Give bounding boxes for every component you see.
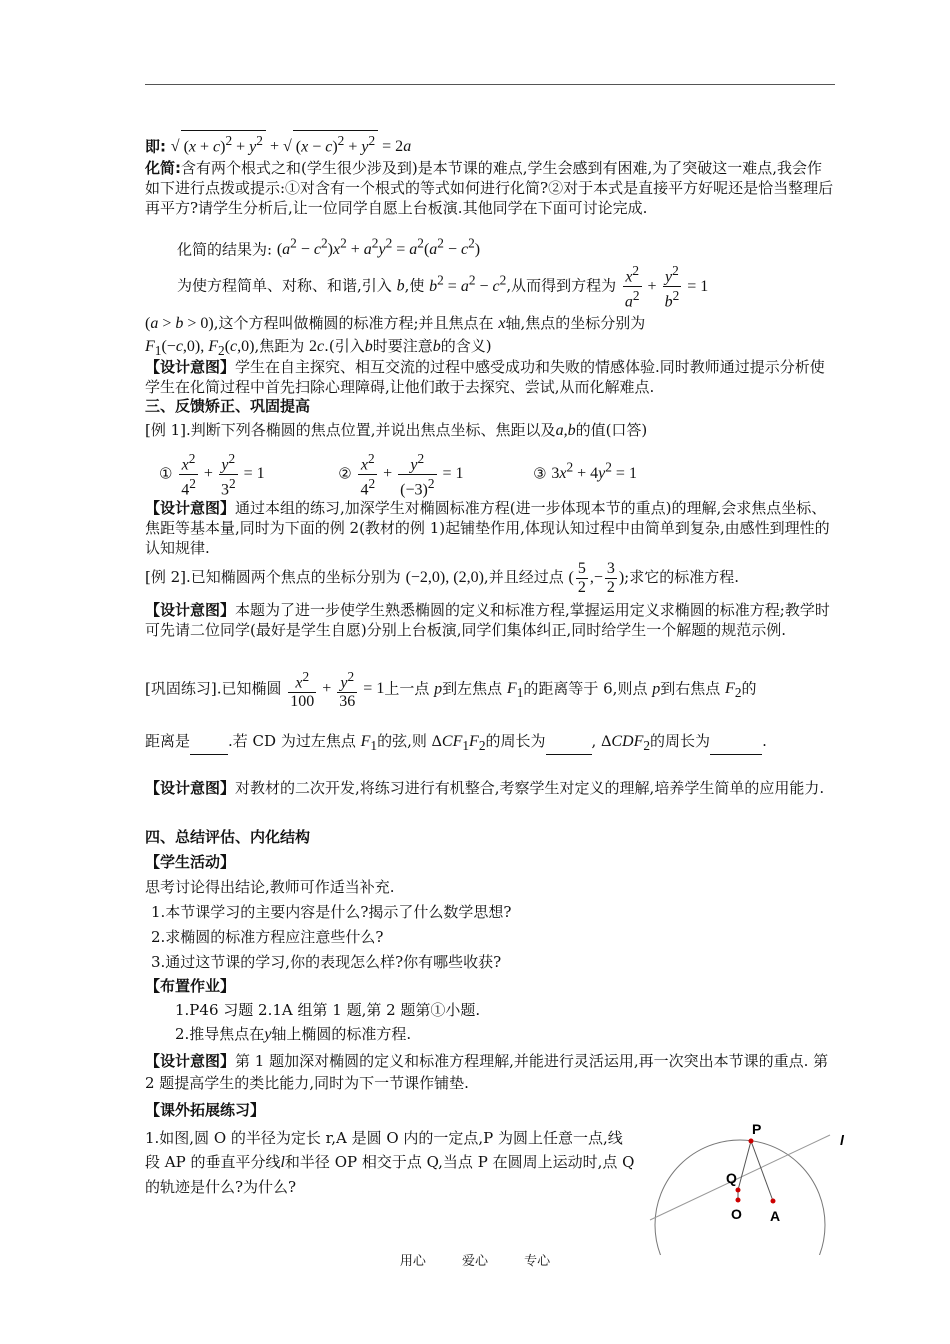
- question-1: 1.本节课学习的主要内容是什么?揭示了什么数学思想?: [151, 903, 512, 921]
- header-rule: [145, 84, 835, 85]
- var-b: b: [396, 277, 405, 295]
- label-o: O: [731, 1206, 742, 1222]
- equation-result: $(a^2 - c^2)x^2 + a^2y^2 = a^2(a^2 - c^2)$: [276, 236, 481, 259]
- text-ex3b: 上一点: [384, 679, 430, 698]
- question-2: 2.求椭圆的标准方程应注意些什么?: [151, 928, 384, 946]
- text-ex1-tail: 的值(口答): [575, 421, 648, 439]
- text-ex1: [例 1].判断下列各椭圆的焦点位置,并说出焦点坐标、焦距以及: [145, 421, 556, 439]
- paragraph-standard-equation-cont: [145, 312, 835, 362]
- text-ex3i: 的弦,则: [377, 732, 427, 750]
- footer: [0, 1250, 950, 1269]
- text-p4d: ,这个方程叫做椭圆的标准方程;并且焦点在: [213, 314, 494, 332]
- text-p4b: ,使: [404, 276, 425, 295]
- answer-blank-3[interactable]: [710, 728, 762, 755]
- answer-blank-2[interactable]: [546, 728, 592, 755]
- homework-heading: 【布置作业】: [145, 977, 236, 995]
- text-design-intent: 对教材的二次开发,将练习进行有机整合,考察学生对定义的理解,培养学生简单的应用能力.: [235, 779, 825, 797]
- design-intent-3: [145, 600, 835, 640]
- var-f1: $F_1$: [506, 680, 524, 701]
- text-ex3l: 的周长为: [650, 732, 711, 750]
- text-design-intent: 本题为了进一步使学生熟悉椭圆的定义和标准方程,掌握运用定义求椭圆的标准方程;教学时可先请二位同学(最好是学生自愿)分别上台板演,同学们集体纠正,同时给学生一个解题的规范示例.: [145, 601, 830, 639]
- section-heading-4: 四、总结评估、内化结构: [145, 828, 311, 846]
- student-activity-heading: 【学生活动】: [145, 853, 236, 871]
- extension-problem: [145, 1126, 635, 1199]
- text-p4h: 时要注意: [372, 337, 433, 355]
- text-ex2a: [例 2].已知椭圆两个焦点的坐标分别为: [145, 568, 401, 587]
- eq-ex2-point: ( $\frac{5}{2}$ ,− $\frac{3}{2}$ ): [568, 560, 625, 596]
- text-ex3d: 的距离等于 6,则点: [523, 679, 648, 698]
- design-intent-5: [145, 1050, 835, 1094]
- eq-b2: $b^2 = a^2 - c^2$: [429, 272, 507, 295]
- text-ex2b: ,并且经过点: [483, 568, 564, 587]
- footer-word-2: 爱心: [461, 1254, 488, 1269]
- text-ex3k: ,: [591, 732, 597, 750]
- label-design-intent: 【设计意图】: [145, 779, 236, 797]
- eq-ex2-foci: (−2,0), (2,0): [405, 569, 484, 587]
- section-heading-3: 三、反馈矫正、巩固提高: [145, 397, 311, 415]
- label-design-intent: 【设计意图】: [145, 499, 236, 517]
- text-result: 化简的结果为:: [177, 240, 273, 259]
- var-b3: b: [432, 338, 441, 355]
- text-design-intent: 学生在自主探究、相互交流的过程中感受成功和失败的情感体验.同时教师通过提示分析使学生在化简过程中首先扫除心理障碍,让他们敢于去探究、尝试,从而化解难点.: [145, 358, 825, 396]
- label-l: l: [840, 1132, 844, 1148]
- label-design-intent: 【设计意图】: [145, 601, 236, 619]
- footer-word-1: 用心: [399, 1254, 426, 1269]
- marker-1: ①: [159, 464, 173, 483]
- eq-standard-ellipse: $\frac{x^2}{a^2}$ + $\frac{y^2}{b^2}$ = 1: [624, 263, 709, 311]
- eq-ex3-ellipse: $\frac{x^2}{100}$ + $\frac{y^2}{36}$ = 1: [290, 669, 385, 711]
- var-x: x: [498, 315, 506, 332]
- text-p4g: .(引入: [324, 337, 365, 355]
- exercise: [145, 668, 835, 711]
- eq-condition: (a > b > 0): [145, 315, 214, 332]
- eq-triangle-2: $\Delta CDF_2$: [601, 733, 651, 754]
- homework-2: [145, 1024, 865, 1045]
- var-l: l: [280, 1154, 285, 1171]
- paragraph-standard-equation: [145, 262, 835, 312]
- var-b2: b: [364, 338, 373, 355]
- circle-figure: [640, 1105, 860, 1255]
- eq-triangle-1: $\Delta CF_1F_2$: [431, 733, 486, 754]
- paragraph-simplify: [145, 158, 835, 218]
- text-ex3e: 到右焦点: [660, 679, 721, 698]
- var-f1b: $F_1$: [360, 733, 378, 754]
- marker-3: ③: [533, 464, 547, 483]
- example-1: [145, 420, 835, 441]
- text-ext1a: 1.如图,圆 O 的半径为定长 r,A 是圆 O 内的一定点,P 为圆上任意一点,线段 AP 的垂直平分线: [145, 1129, 623, 1171]
- segment-pq: [738, 1141, 751, 1190]
- text-ex3a: [巩固练习].已知椭圆: [145, 679, 282, 698]
- text-p4f: ,焦距为: [254, 337, 305, 355]
- marker-2: ②: [338, 464, 352, 483]
- var-y: y: [264, 1026, 272, 1043]
- design-intent-2: [145, 498, 835, 558]
- text-hw2a: 2.推导焦点在: [175, 1025, 265, 1043]
- eq-ex1-1: $\frac{x^2}{4^2}$ + $\frac{y^2}{3^2}$ = 1: [181, 450, 265, 499]
- text-ex3g: 距离是: [145, 732, 191, 750]
- question-3: 3.通过这节课的学习,你的表现怎么样?你有哪些收获?: [151, 953, 502, 971]
- answer-blank-1[interactable]: [190, 728, 228, 755]
- circle-o: [655, 1140, 825, 1255]
- text-ex3j: 的周长为: [485, 732, 546, 750]
- student-activity-text: 思考讨论得出结论,教师可作适当补充.: [145, 878, 395, 896]
- text-p4a: 为使方程简单、对称、和谐,引入: [177, 276, 392, 295]
- text-hw2b: 轴上椭圆的标准方程.: [271, 1025, 412, 1043]
- label-q: Q: [726, 1170, 737, 1186]
- equation-sqrt-sum: √ $(x + c)^2 + y^2$ + √ $(x - c)^2 + y^2 = 2a$: [171, 138, 411, 155]
- eq-ex1-2: $\frac{x^2}{4^2}$ + $\frac{y^2}{(-3)^2}$ = 1: [360, 450, 464, 499]
- label-design-intent: 【设计意图】: [145, 358, 236, 376]
- extension-heading: 【课外拓展练习】: [145, 1101, 266, 1119]
- label-design-intent: 【设计意图】: [145, 1052, 236, 1070]
- text-p4e: 轴,焦点的坐标分别为: [505, 314, 646, 332]
- design-intent-4: [145, 777, 835, 799]
- label-simplify: 化简:: [145, 159, 181, 177]
- label-ji: 即:: [145, 137, 166, 156]
- definition-equation: [145, 130, 835, 157]
- text-ex3c: 到左焦点: [442, 679, 503, 698]
- eq-foci: $F_1(-c,0)$, $F_2(c,0)$: [145, 338, 255, 359]
- example-2: [145, 560, 835, 597]
- text-simplify: 含有两个根式之和(学生很少涉及到)是本节课的难点,学生会感到有困难,为了突破这一难点,我会作如下进行点拨或提示:①对含有一个根式的等式如何进行化简?②对于本式是直接平方好呢还是恰当整理后再平方?请学生分析后,让一位同学自愿上台板演.其他同学在下面可讨论完成.: [145, 159, 834, 217]
- var-ab: a,b: [555, 422, 576, 439]
- text-p4c: ,从而得到方程为: [506, 276, 617, 295]
- label-a: A: [770, 1208, 781, 1224]
- text-ex2c: ;求它的标准方程.: [624, 568, 739, 587]
- var-p2: p: [652, 680, 661, 698]
- eq-2c: 2c: [309, 338, 325, 355]
- label-p: P: [752, 1121, 762, 1137]
- homework-1: 1.P46 习题 2.1A 组第 1 题,第 2 题第①小题.: [175, 1001, 481, 1019]
- point-q: [736, 1188, 741, 1193]
- simplify-result: [145, 234, 867, 260]
- example-1-equations: [145, 448, 849, 499]
- text-p4i: 的含义): [440, 337, 492, 355]
- var-f2: $F_2$: [725, 680, 742, 701]
- var-p: p: [434, 680, 443, 698]
- text-design-intent: 通过本组的练习,加深学生对椭圆标准方程(进一步体现本节的重点)的理解,会求焦点坐标、焦距等基本量,同时为下面的例 2(教材的例 1)起铺垫作用,体现认知过程中由简单到复杂,由感性到理性的认知规律.: [145, 499, 830, 557]
- text-ext1b: 和半径 OP 相交于点 Q,当点 P 在圆周上运动时,点 Q 的轨迹是什么?为什么?: [145, 1153, 635, 1196]
- point-a: [771, 1199, 776, 1204]
- point-o: [736, 1198, 741, 1203]
- footer-word-3: 专心: [524, 1254, 551, 1269]
- exercise-cont: 距离是 .若 CD 为过左焦点 $F_1$的弦,则 $\Delta CF_1F_2$的周长为 , $\Delta CDF_2$的周长为 .: [145, 728, 835, 759]
- text-ex3h: .若 CD 为过左焦点: [228, 732, 356, 750]
- text-design-intent: 第 1 题加深对椭圆的定义和标准方程理解,并能进行灵活运用,再一次突出本节课的重点. 第 2 题提高学生的类比能力,同时为下一节课作铺垫.: [145, 1052, 829, 1092]
- text-ex3f: 的: [741, 679, 757, 698]
- design-intent-1: [145, 357, 835, 397]
- eq-ex1-3: $3x^2 + 4y^2 = 1$: [551, 460, 637, 483]
- point-p: [749, 1139, 754, 1144]
